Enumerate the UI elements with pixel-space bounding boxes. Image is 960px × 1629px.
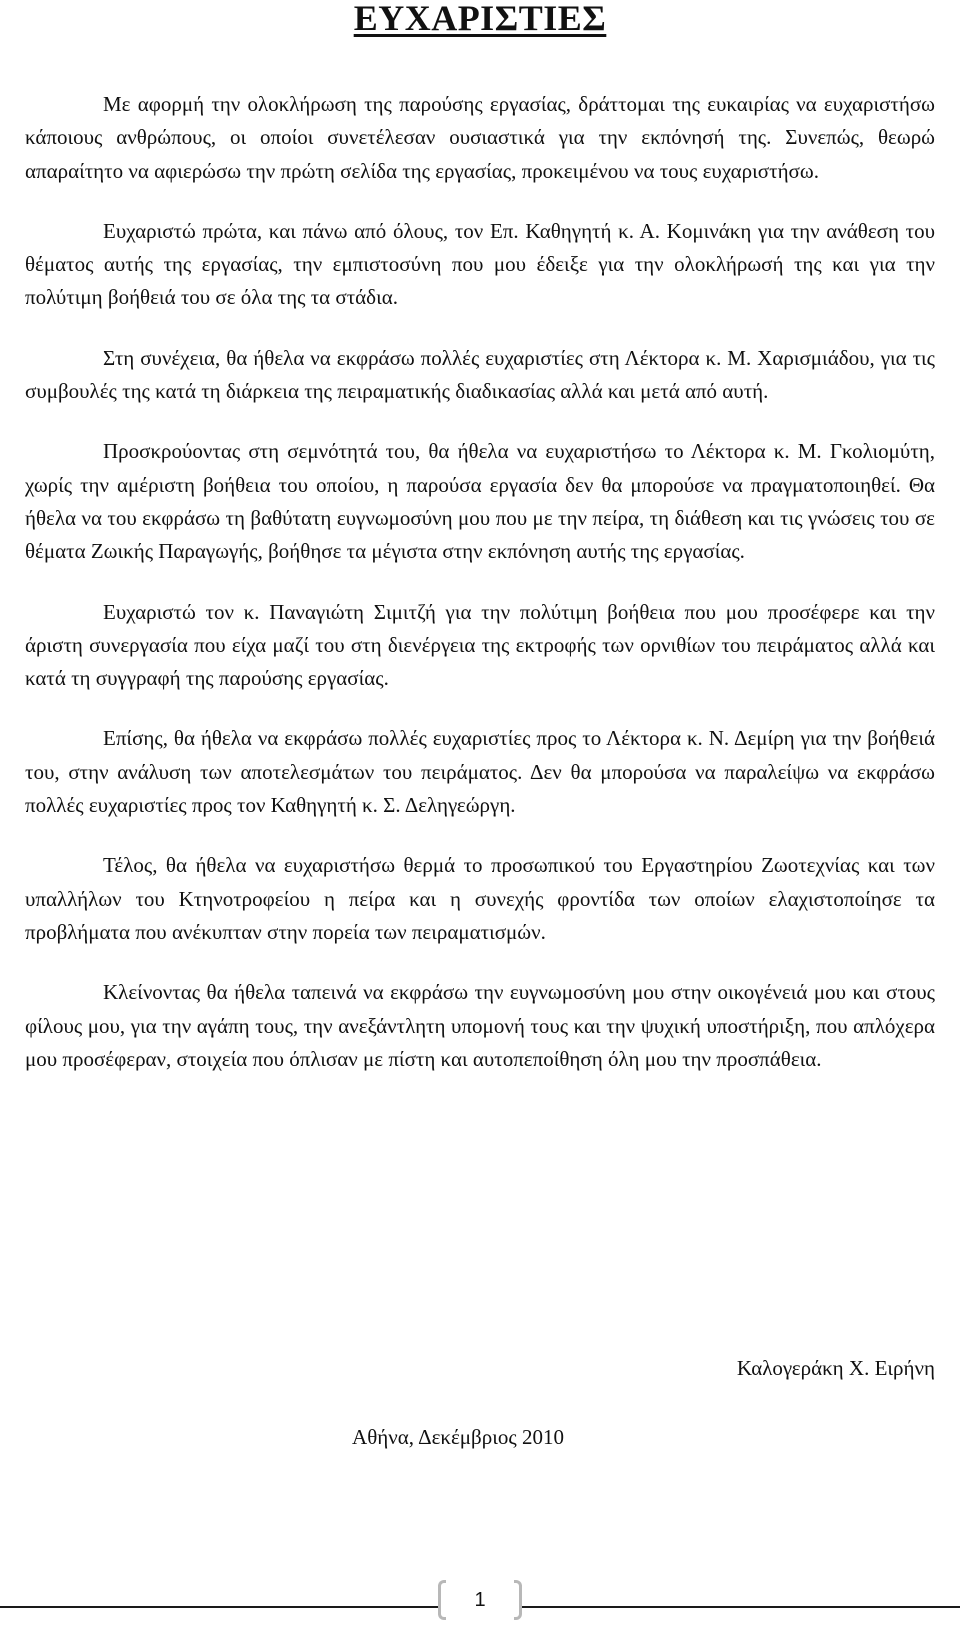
page-title: ΕΥΧΑΡΙΣΤΙΕΣ	[353, 0, 607, 38]
page-number: 1	[474, 1589, 486, 1611]
paragraph-3: Στη συνέχεια, θα ήθελα να εκφράσω πολλές ευχαριστίες στη Λέκτορα κ. Μ. Χαρισμιάδου, για τις συμβουλές της κατά τη διάρκεια της πειραματικής διαδικασίας αλλά και μετά από αυτή.	[25, 345, 935, 404]
acknowledgements-body	[25, 88, 935, 1076]
document-page	[25, 0, 935, 1449]
paragraph-5: Ευχαριστώ τον κ. Παναγιώτη Σιμιτζή για την πολύτιμη βοήθεια που μου προσέφερε και την άριστη συνεργασία που είχα μαζί του στη διενέργεια της εκτροφής των ορνιθίων του πειράματος αλλά και κατά τη συγγραφή της παρούσης εργασίας.	[25, 599, 935, 691]
paragraph-1: Με αφορμή την ολοκλήρωση της παρούσης εργασίας, δράττομαι της ευκαιρίας να ευχαριστήσω κάποιους ανθρώπους, οι οποίοι συνετέλεσαν ουσιαστικά για την εκπόνησή της. Συνεπώς, θεωρώ απαραίτητο να αφιερώσω την πρώτη σελίδα της εργασίας, προκειμένου να τους ευχαριστήσω.	[25, 92, 935, 183]
page-footer	[0, 1580, 960, 1629]
paragraph-2: Ευχαριστώ πρώτα, και πάνω από όλους, τον Επ. Καθηγητή κ. Α. Κομινάκη για την ανάθεση του θέματος αυτής της εργασίας, την εμπιστοσύνη που μου έδειξε για την ολοκλήρωσή της και για την πολύτιμη βοήθειά του σε όλα της τα στάδια.	[25, 218, 935, 310]
author-signature: Καλογεράκη Χ. Ειρήνη	[736, 1356, 935, 1380]
paragraph-6: Επίσης, θα ήθελα να εκφράσω πολλές ευχαριστίες προς το Λέκτορα κ. Ν. Δεμίρη για την βοήθειά του, στην ανάλυση των αποτελεσμάτων του πειράματος. Δεν θα μπορούσα να παραλείψω να εκφράσω πολλές ευχαριστίες προς τον Καθηγητή κ. Σ. Δεληγεώργη.	[25, 726, 935, 818]
place-date: Αθήνα, Δεκέμβριος 2010	[352, 1425, 564, 1449]
paragraph-8: Κλείνοντας θα ήθελα ταπεινά να εκφράσω την ευγνωμοσύνη μου στην οικογένειά μου και στους φίλους μου, για την αγάπη τους, την ανεξάντλητη υπομονή τους και την ψυχική υποστήριξη, που απλόχερα μου προσέφεραν, στοιχεία που όπλισαν με πίστη και αυτοπεποίθηση όλη μου την προσπάθεια.	[25, 980, 935, 1071]
paragraph-7: Τέλος, θα ήθελα να ευχαριστήσω θερμά το προσωπικού του Εργαστηρίου Ζωοτεχνίας και των υπαλλήλων του Κτηνοτροφείου η πείρα και η συνεχής φροντίδα των οποίων ελαχιστοποίησε τα προβλήματα που ανέκυπταν στην πορεία των πειραματισμών.	[25, 853, 935, 944]
page-number-box	[438, 1580, 522, 1629]
paragraph-4: Προσκρούοντας στη σεμνότητά του, θα ήθελα να ευχαριστήσω το Λέκτορα κ. Μ. Γκολιομύτη, χωρίς την αμέριστη βοήθεια του οποίου, η παρούσα εργασία δεν θα μπορούσε να πραγματοποιηθεί. Θα ήθελα να του εκφράσω τη βαθύτατη ευγνωμοσύνη μου που με την πείρα, τη διάθεση και τις γνώσεις του σε θέματα Ζωικής Παραγωγής, βοήθησε τα μέγιστα στην εκπόνηση αυτής της εργασίας.	[25, 439, 935, 564]
